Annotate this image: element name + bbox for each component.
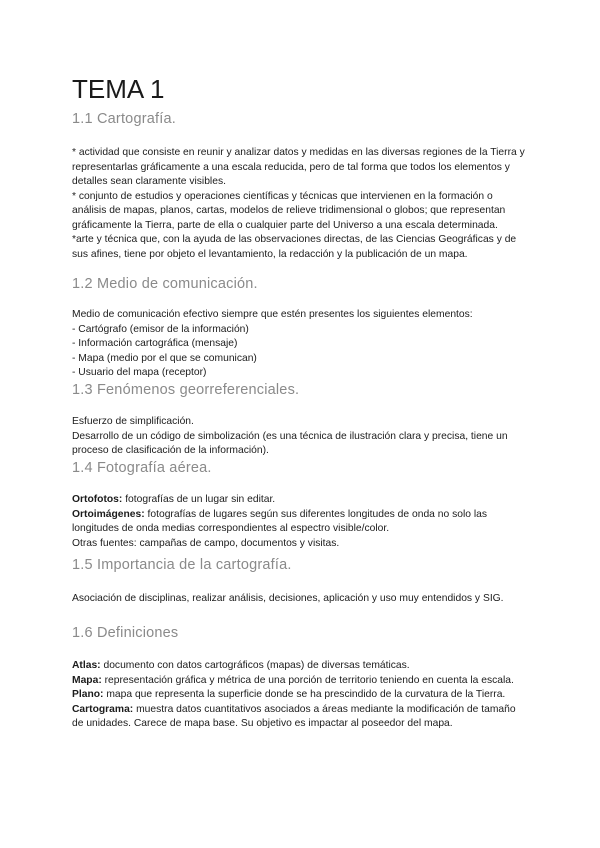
section-heading-importancia: 1.5 Importancia de la cartografía. bbox=[72, 557, 292, 573]
section-heading-cartografia: 1.1 Cartografía. bbox=[72, 111, 176, 127]
definition-item bbox=[72, 508, 528, 537]
definition-item bbox=[72, 703, 528, 732]
section-body-importancia bbox=[72, 592, 528, 607]
list-item: - Información cartográfica (mensaje) bbox=[72, 338, 238, 349]
section-heading-medio-comunicacion: 1.2 Medio de comunicación. bbox=[72, 276, 258, 292]
term: Ortofotos: bbox=[72, 494, 123, 505]
paragraph: Desarrollo de un código de simbolización (es una técnica de ilustración clara y precisa, tiene un proceso de clasificación de la información). bbox=[72, 430, 508, 456]
list-item: - Usuario del mapa (receptor) bbox=[72, 367, 207, 378]
definition-item bbox=[72, 674, 528, 689]
definition-item bbox=[72, 493, 528, 508]
definition: mapa que representa la superficie donde se ha prescindido de la curvatura de la Tierra. bbox=[103, 689, 506, 700]
term: Cartograma: bbox=[72, 703, 134, 715]
section-heading-fotografia: 1.4 Fotografía aérea. bbox=[72, 460, 212, 476]
section-body-fotografia bbox=[72, 493, 528, 551]
definition: documento con datos cartográficos (mapas) de diversas temáticas. bbox=[100, 660, 410, 671]
paragraph: Esfuerzo de simplificación. bbox=[72, 416, 194, 427]
paragraph: * actividad que consiste en reunir y analizar datos y medidas en las diversas regiones de la Tierra y representarlas gráficamente a una escala reducida, pero de tal forma que todos los elementos y detalles sean claramente visibles. bbox=[72, 147, 525, 187]
term: Mapa: bbox=[72, 674, 102, 686]
list-item: - Mapa (medio por el que se comunican) bbox=[72, 352, 257, 364]
definition-item bbox=[72, 659, 528, 674]
section-body-fenomenos bbox=[72, 415, 528, 459]
term: Plano: bbox=[72, 689, 104, 700]
section-heading-definiciones: 1.6 Definiciones bbox=[72, 625, 179, 641]
paragraph: Otras fuentes: campañas de campo, documentos y visitas. bbox=[72, 537, 340, 549]
section-body-cartografia bbox=[72, 146, 528, 262]
term: Ortoimágenes: bbox=[72, 508, 145, 520]
definition-item bbox=[72, 688, 528, 703]
definition: fotografías de lugares según sus diferentes longitudes de onda no solo las longitudes de onda medias correspondientes al espectro visible/color. bbox=[72, 508, 487, 534]
definition: fotografías de un lugar sin editar. bbox=[122, 494, 276, 505]
paragraph: Medio de comunicación efectivo siempre que estén presentes los siguientes elementos: bbox=[72, 309, 473, 320]
page-title: TEMA 1 bbox=[72, 74, 165, 104]
definition: representación gráfica y métrica de una porción de territorio teniendo en cuenta la escala. bbox=[101, 674, 514, 686]
paragraph: Asociación de disciplinas, realizar análisis, decisiones, aplicación y uso muy entendidos y SIG. bbox=[72, 593, 504, 604]
section-heading-fenomenos: 1.3 Fenómenos georreferenciales. bbox=[72, 382, 300, 398]
definition: muestra datos cuantitativos asociados a áreas mediante la modificación de tamaño de unidades. Carece de mapa base. Su objetivo es impactar al poseedor del mapa. bbox=[72, 703, 516, 729]
paragraph: *arte y técnica que, con la ayuda de las observaciones directas, de las Ciencias Geográficas y de sus afines, tiene por objeto el levantamiento, la redacción y la publicación de un mapa. bbox=[72, 234, 517, 260]
paragraph: * conjunto de estudios y operaciones científicas y técnicas que intervienen en la formación o análisis de mapas, planos, cartas, modelos de relieve tridimensional o globos; que representan gráficamente la Tierra, parte de ella o cualquier parte del Universo a una escala determinada. bbox=[72, 190, 506, 231]
section-body-medio-comunicacion bbox=[72, 308, 528, 381]
list-item: - Cartógrafo (emisor de la información) bbox=[72, 323, 249, 335]
term: Atlas: bbox=[72, 660, 101, 671]
section-body-definiciones bbox=[72, 659, 528, 732]
